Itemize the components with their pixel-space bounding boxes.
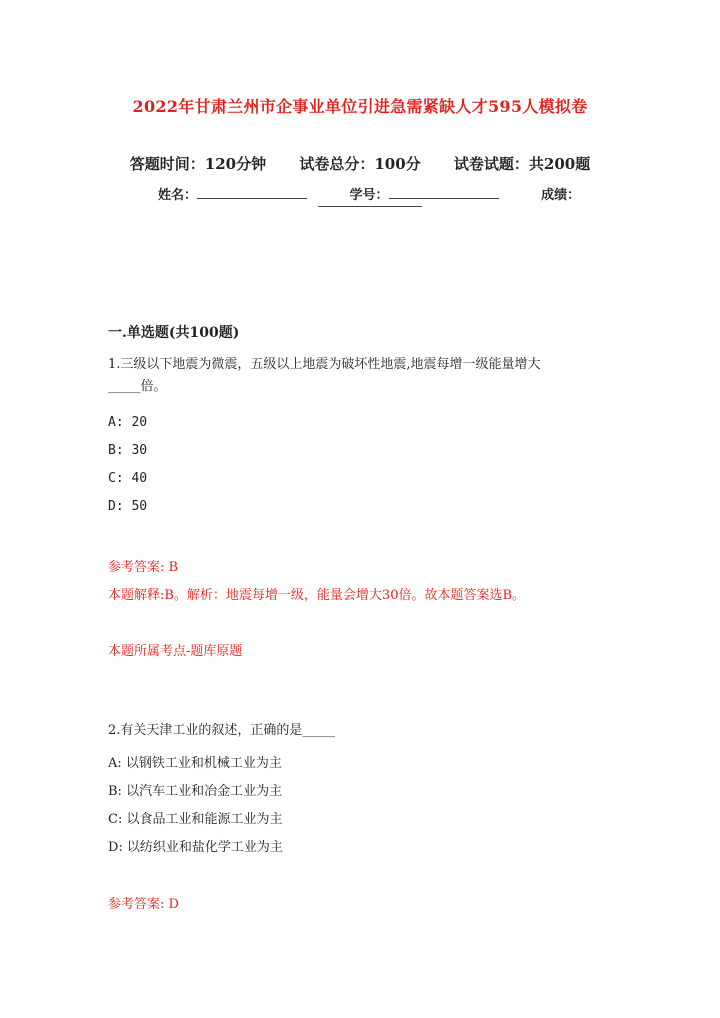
id-blank[interactable]: [389, 186, 499, 199]
name-label: 姓名：: [158, 188, 198, 203]
q1-option-b[interactable]: B: 30: [108, 443, 148, 458]
question-2-line1: 2.有关天津工业的叙述，正确的是_____: [108, 723, 335, 738]
q1-option-a[interactable]: A: 20: [108, 415, 148, 430]
q1-option-c[interactable]: C: 40: [108, 471, 148, 486]
grade-label: 成绩：: [541, 188, 581, 203]
q2-option-c-text: C: 以食品工业和能源工业为主: [108, 812, 283, 827]
q2-option-b-text: B: 以汽车工业和冶金工业为主: [108, 784, 283, 799]
question-1-line1: 1.三级以下地震为微震，五级以上地震为破坏性地震,地震每增一级能量增大: [108, 357, 541, 372]
student-fields: [158, 184, 580, 203]
q2-option-c[interactable]: [108, 808, 282, 827]
q1-answer: 参考答案: B: [108, 560, 179, 575]
question-1-line2: _____倍。: [108, 379, 167, 394]
exam-score: 试卷总分：100分: [299, 155, 421, 173]
q1-explanation: 本题解释:B。解析：地震每增一级，能量会增大30倍。故本题答案选B。: [108, 588, 526, 603]
section-heading: 一.单选题(共100题): [108, 325, 240, 341]
q2-option-d-text: D: 以纺织业和盐化学工业为主: [108, 840, 283, 855]
exam-meta: [0, 153, 720, 174]
id-label: 学号：: [349, 188, 389, 203]
exam-count: 试卷试题：共200题: [453, 155, 591, 173]
question-2: [108, 720, 608, 742]
q2-option-d[interactable]: [108, 836, 283, 855]
grade-blank[interactable]: [318, 206, 422, 207]
q2-option-a-text: A: 以钢铁工业和机械工业为主: [108, 756, 282, 771]
q1-point: 本题所属考点-题库原题: [108, 644, 243, 659]
name-blank[interactable]: [197, 186, 307, 199]
q2-option-b[interactable]: [108, 780, 282, 799]
page-title: 2022年甘肃兰州市企事业单位引进急需紧缺人才595人模拟卷: [132, 97, 588, 116]
exam-time: 答题时间：120分钟: [129, 155, 267, 173]
q1-option-d[interactable]: D: 50: [108, 499, 148, 514]
q2-option-a[interactable]: [108, 752, 282, 771]
q2-answer: 参考答案: D: [108, 897, 179, 912]
question-1: [108, 354, 608, 398]
